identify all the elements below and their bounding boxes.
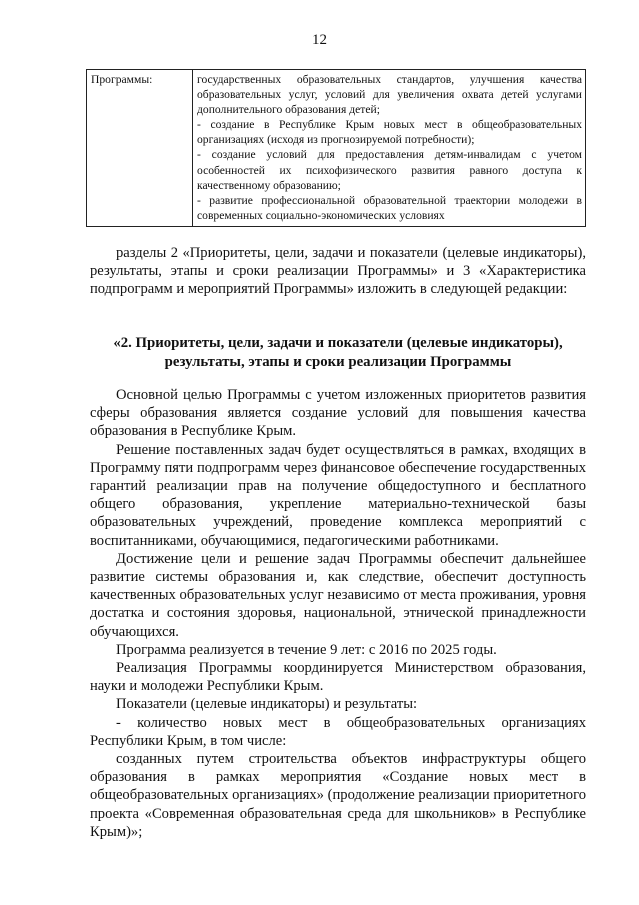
- body-paragraph: Основной целью Программы с учетом изложенных приоритетов развития сферы образования является создание условий для повышения качества образования в Республике Крым.: [90, 387, 586, 440]
- table-content-cell: [193, 70, 586, 227]
- table-content-line: государственных образовательных стандартов, улучшения качества образовательных услуг, условий для увеличения охвата детей услугами дополнительного образования детей;: [197, 73, 582, 117]
- program-table: [86, 69, 586, 227]
- table-content-line: - развитие профессиональной образовательной траектории молодежи в современных социально-экономических условиях: [197, 193, 582, 222]
- table-content-line: - создание в Республике Крым новых мест в общеобразовательных организациях (исходя из прогнозируемой потребности);: [197, 118, 582, 147]
- body-paragraph: Реализация Программы координируется Министерством образования, науки и молодежи Республики Крым.: [90, 660, 586, 695]
- body-paragraph: Достижение цели и решение задач Программы обеспечит дальнейшее развитие системы образования и, как следствие, обеспечит доступность качественных образовательных услуг независимо от места проживания, уровня достатка и состояния здоровья, национальной, этнической принадлежности обучающихся.: [90, 550, 586, 640]
- table-row: [87, 70, 586, 227]
- table-label-cell: Программы:: [87, 70, 193, 227]
- body-paragraph: - количество новых мест в общеобразовательных организациях Республики Крым, в том числе:: [90, 714, 586, 749]
- section-body: [90, 386, 586, 841]
- body-paragraph: Решение поставленных задач будет осуществляться в рамках, входящих в Программу пяти подпрограмм через финансовое обеспечение государственных гарантий реализации прав на получение общедоступного и бесплатного общего образования, укрепление материально-технической базы образовательных учреждений, проведение комплекса мероприятий с воспитанниками, обучающимися, педагогическими работниками.: [90, 441, 586, 549]
- table-content-line: - создание условий для предоставления детям-инвалидам с учетом особенностей их психофизического развития равного доступа к качественному образованию;: [197, 148, 582, 192]
- intro-paragraph: разделы 2 «Приоритеты, цели, задачи и показатели (целевые индикаторы), результаты, этапы и сроки реализации Программы» и 3 «Характеристика подпрограмм и мероприятий Программы» изложить в следующей редакции:: [90, 245, 586, 298]
- page-number: 12: [312, 32, 327, 48]
- body-paragraph: Программа реализуется в течение 9 лет: с 2016 по 2025 годы.: [116, 641, 497, 658]
- intro-block: [90, 244, 586, 299]
- section-heading: «2. Приоритеты, цели, задачи и показатели (целевые индикаторы), результаты, этапы и сроки реализации Программы: [113, 335, 563, 370]
- body-paragraph: Показатели (целевые индикаторы) и результаты:: [116, 696, 418, 713]
- body-paragraph: созданных путем строительства объектов инфраструктуры общего образования в рамках мероприятия «Создание новых мест в общеобразовательных организациях» (продолжение реализации приоритетного проекта «Современная образовательная среда для школьников» в Республике Крым)»;: [90, 751, 586, 840]
